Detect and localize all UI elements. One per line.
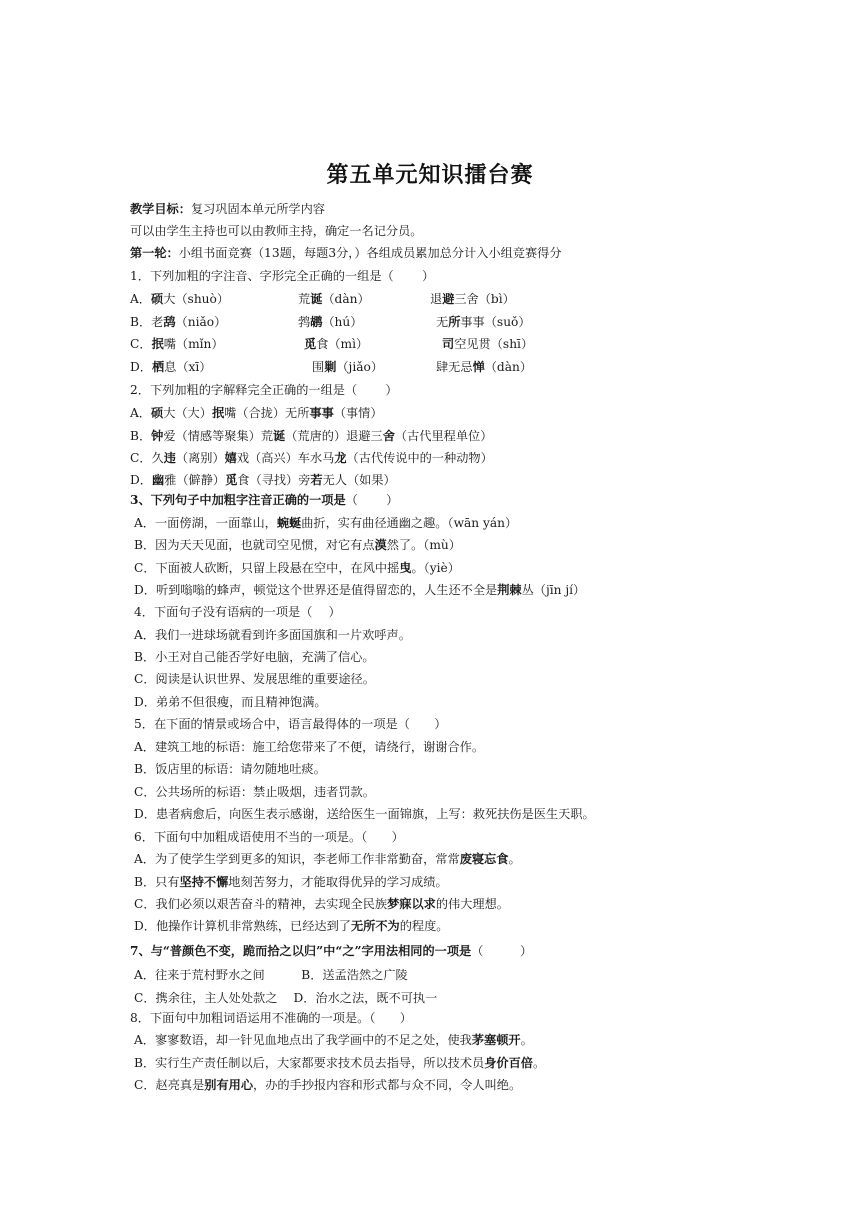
text-line bbox=[130, 245, 562, 261]
text-line bbox=[298, 291, 370, 307]
text-run: C．我们必须以艰苦奋斗的精神，去实现全民族 bbox=[134, 897, 388, 911]
text-run: （dàn） bbox=[322, 292, 370, 306]
text-run: （niǎo） bbox=[175, 315, 227, 329]
text-run: （dàn） bbox=[484, 360, 533, 374]
text-run: （事情） bbox=[333, 406, 383, 420]
text-run: 三舍（bì） bbox=[454, 292, 515, 306]
text-line bbox=[134, 716, 446, 732]
text-line bbox=[134, 515, 517, 531]
text-line bbox=[134, 918, 448, 934]
text-run: （古代传说中的一种动物） bbox=[346, 451, 493, 465]
text-line bbox=[130, 943, 532, 959]
text-line bbox=[130, 428, 492, 444]
text-line bbox=[134, 806, 595, 822]
bold-text: 坚持不懈 bbox=[179, 875, 229, 889]
bold-text: 龙 bbox=[334, 451, 347, 465]
text-run: 大（shuò） bbox=[163, 292, 230, 306]
text-line bbox=[130, 382, 398, 398]
text-run: C．久 bbox=[130, 451, 164, 465]
text-line bbox=[134, 967, 408, 983]
text-run: ，办的手抄报内容和形式都与众不同，令人叫绝。 bbox=[253, 1078, 522, 1092]
text-run: 然了。（mù） bbox=[386, 538, 461, 552]
text-run: C．阅读是认识世界、发展思维的重要途径。 bbox=[134, 672, 375, 686]
bold-text: 3、下列句子中加粗字注音正确的一项是 bbox=[130, 493, 346, 507]
text-run: B．实行生产责任制以后，大家都要求技术员去指导，所以技术员 bbox=[134, 1056, 485, 1070]
text-run: 空见贯（shī） bbox=[454, 337, 534, 351]
text-run: D． bbox=[130, 360, 152, 374]
text-line bbox=[130, 359, 212, 375]
bold-text: 蜿蜒 bbox=[276, 516, 302, 530]
text-line bbox=[134, 649, 375, 665]
text-run: 。 bbox=[520, 1033, 533, 1047]
bold-text: 别有用心 bbox=[204, 1078, 254, 1092]
text-run: D．弟弟不但很瘦，而且精神饱满。 bbox=[134, 695, 327, 709]
text-run: 。 bbox=[508, 852, 521, 866]
text-run: 复习巩固本单元所学内容 bbox=[190, 202, 325, 216]
text-line bbox=[134, 1077, 521, 1093]
text-run: 食（寻找）旁 bbox=[237, 473, 311, 487]
text-line bbox=[134, 627, 411, 643]
bold-text: 舍 bbox=[382, 429, 395, 443]
bold-text: 事事 bbox=[309, 406, 334, 420]
text-run: 小组书面竞赛（13题，每题3分，）各组成员累加总分计入小组竞赛得分 bbox=[178, 246, 562, 260]
text-run: A．寥寥数语，却一针见血地点出了我学画中的不足之处，使我 bbox=[134, 1033, 472, 1047]
text-run: D．听到嗡嗡的蜂声，顿觉这个世界还是值得留恋的，人生还不全是 bbox=[134, 583, 498, 597]
bold-text: 觅 bbox=[304, 337, 317, 351]
text-line bbox=[298, 314, 362, 330]
text-line bbox=[430, 291, 515, 307]
text-line bbox=[130, 492, 398, 508]
text-run: 。 bbox=[532, 1056, 546, 1070]
text-run: A．我们一进球场就看到许多面国旗和一片欢呼声。 bbox=[134, 628, 411, 642]
text-run: A．一面傍湖，一面靠山， bbox=[134, 516, 277, 530]
text-line bbox=[134, 761, 326, 777]
text-run: 嘴（mǐn） bbox=[163, 337, 224, 351]
text-run: A． bbox=[130, 406, 151, 420]
bold-text: 诞 bbox=[310, 292, 323, 306]
text-run: B． bbox=[130, 429, 152, 443]
text-run: 5．在下面的情景或场合中，语言最得体的一项是（ ） bbox=[134, 717, 447, 731]
text-line bbox=[130, 201, 325, 217]
text-line bbox=[130, 405, 383, 421]
bold-text: 诞 bbox=[273, 429, 286, 443]
bold-text: 钟 bbox=[151, 429, 164, 443]
text-line bbox=[130, 314, 226, 330]
text-run: D．他操作计算机非常熟练，已经达到了 bbox=[134, 919, 351, 933]
text-run: 的伟大理想。 bbox=[435, 897, 509, 911]
text-run: 退 bbox=[430, 292, 443, 306]
text-run: B．小王对自己能否学好电脑，充满了信心。 bbox=[134, 650, 375, 664]
bold-text: 避 bbox=[442, 292, 455, 306]
text-line bbox=[130, 268, 434, 284]
text-run: 息（xī） bbox=[164, 360, 212, 374]
text-line bbox=[436, 359, 532, 375]
bold-text: 第一轮： bbox=[130, 246, 179, 260]
bold-text: 鹕 bbox=[310, 315, 323, 329]
text-line bbox=[134, 851, 521, 867]
bold-text: 抿 bbox=[211, 406, 225, 420]
text-line bbox=[130, 336, 224, 352]
bold-text: 身价百倍 bbox=[484, 1056, 533, 1070]
text-line bbox=[134, 694, 327, 710]
text-run: C． bbox=[130, 337, 152, 351]
text-run: 戏（高兴）车水马 bbox=[236, 451, 335, 465]
text-line bbox=[134, 896, 509, 912]
text-run: 鹁 bbox=[298, 315, 311, 329]
bold-text: 司 bbox=[442, 337, 455, 351]
bold-text: 剿 bbox=[324, 360, 337, 374]
bold-text: 硕 bbox=[151, 292, 164, 306]
bold-text: 幽 bbox=[151, 473, 165, 487]
bold-text: 废寝忘食 bbox=[459, 852, 509, 866]
bold-text: 惮 bbox=[472, 360, 485, 374]
text-run: （jiǎo） bbox=[336, 360, 384, 374]
text-run: 事事（suǒ） bbox=[460, 315, 531, 329]
text-run: 雅（僻静） bbox=[164, 473, 226, 487]
text-line bbox=[134, 874, 448, 890]
bold-text: 无所不为 bbox=[350, 919, 400, 933]
text-line bbox=[134, 1055, 545, 1071]
text-line bbox=[130, 223, 423, 239]
text-line bbox=[130, 450, 493, 466]
text-run: 2．下列加粗的字解释完全正确的一组是（ ） bbox=[130, 383, 398, 397]
text-run: A． bbox=[130, 292, 151, 306]
text-run: 的程度。 bbox=[399, 919, 449, 933]
text-run: D． bbox=[130, 473, 152, 487]
text-run: 肆无忌 bbox=[436, 360, 473, 374]
bold-text: 梦寐以求 bbox=[387, 897, 436, 911]
text-line bbox=[134, 537, 461, 553]
text-run: C．携余往，主人处处款之 D．治水之法，既不可执一 bbox=[134, 991, 438, 1005]
text-line bbox=[312, 359, 383, 375]
text-run: C．公共场所的标语：禁止吸烟，违者罚款。 bbox=[134, 785, 375, 799]
text-run: 大（大） bbox=[163, 406, 212, 420]
text-run: （荒唐的）退避三 bbox=[285, 429, 383, 443]
text-run: 爱（情感等聚集）荒 bbox=[163, 429, 274, 443]
bold-text: 荆棘 bbox=[497, 583, 522, 597]
text-run: C．赵亮真是 bbox=[134, 1078, 205, 1092]
bold-text: 若 bbox=[310, 473, 323, 487]
bold-text: 漠 bbox=[374, 538, 387, 552]
text-run: 可以由学生主持也可以由教师主持，确定一名记分员。 bbox=[130, 224, 423, 238]
text-run: （ ） bbox=[471, 944, 533, 958]
text-line bbox=[134, 582, 585, 598]
text-run: 6．下面句中加粗成语使用不当的一项是。（ ） bbox=[134, 830, 404, 844]
text-line bbox=[436, 314, 531, 330]
page-title: 第五单元知识擂台赛 bbox=[326, 163, 534, 188]
bold-text: 抿 bbox=[151, 337, 164, 351]
text-line bbox=[442, 336, 533, 352]
bold-text: 违 bbox=[163, 451, 176, 465]
text-run: A．建筑工地的标语：施工给您带来了不便，请绕行，谢谢合作。 bbox=[134, 740, 485, 754]
bold-text: 觅 bbox=[225, 473, 238, 487]
text-line bbox=[130, 291, 229, 307]
bold-text: 茅塞顿开 bbox=[471, 1033, 521, 1047]
text-run: 1．下列加粗的字注音、字形完全正确的一组是（ ） bbox=[130, 269, 435, 283]
text-line bbox=[134, 784, 375, 800]
text-line bbox=[134, 671, 375, 687]
text-run: B．饭店里的标语：请勿随地吐痰。 bbox=[134, 762, 326, 776]
text-run: 8．下面句中加粗词语运用不准确的一项是。（ ） bbox=[130, 1011, 412, 1025]
bold-text: 7、与“普颜色不变，跪而拾之以归”中“之”字用法相同的一项是 bbox=[130, 944, 472, 958]
text-run: 嘴（合拢）无所 bbox=[224, 406, 310, 420]
text-line bbox=[134, 829, 404, 845]
text-run: 荒 bbox=[298, 292, 311, 306]
text-run: 4．下面句子没有语病的一项是（ ） bbox=[134, 605, 341, 619]
text-line bbox=[134, 1032, 533, 1048]
bold-text: 栖 bbox=[151, 360, 165, 374]
text-run: 曲折，实有曲径通幽之趣。（wān yán） bbox=[301, 516, 518, 530]
bold-text: 嬉 bbox=[224, 451, 237, 465]
text-line bbox=[130, 1010, 412, 1026]
bold-text: 所 bbox=[448, 315, 461, 329]
text-line bbox=[304, 336, 368, 352]
text-run: A．为了使学生学到更多的知识，李老师工作非常勤奋，常常 bbox=[134, 852, 460, 866]
text-run: D．患者病愈后，向医生表示感谢，送给医生一面锦旗，上写：救死扶伤是医生天职。 bbox=[134, 807, 595, 821]
bold-text: 鸹 bbox=[163, 315, 176, 329]
text-line bbox=[134, 990, 437, 1006]
text-line bbox=[134, 604, 341, 620]
text-run: C．下面被人砍断，只留上段悬在空中，在风中摇 bbox=[134, 561, 400, 575]
text-run: 。（yiè） bbox=[411, 561, 460, 575]
bold-text: 教学目标： bbox=[130, 202, 191, 216]
text-run: B．因为天天见面，也就司空见惯，对它有点 bbox=[134, 538, 375, 552]
text-run: 无人（如果） bbox=[322, 473, 396, 487]
text-run: 丛（jīn jí） bbox=[521, 583, 586, 597]
bold-text: 硕 bbox=[151, 406, 164, 420]
text-run: 无 bbox=[436, 315, 449, 329]
text-run: B．只有 bbox=[134, 875, 180, 889]
text-run: （古代里程单位） bbox=[394, 429, 493, 443]
text-line bbox=[134, 739, 484, 755]
text-run: （hú） bbox=[322, 315, 363, 329]
text-line bbox=[130, 472, 396, 488]
text-run: 围 bbox=[312, 360, 325, 374]
bold-text: 曳 bbox=[399, 561, 412, 575]
text-line bbox=[134, 560, 460, 576]
text-run: B．老 bbox=[130, 315, 164, 329]
text-run: （离别） bbox=[175, 451, 225, 465]
text-run: A．往来于荒村野水之间 B．送孟浩然之广陵 bbox=[134, 968, 408, 982]
text-run: 地刻苦努力，才能取得优异的学习成绩。 bbox=[228, 875, 448, 889]
text-run: 食（mì） bbox=[316, 337, 369, 351]
text-run: （ ） bbox=[345, 493, 399, 507]
